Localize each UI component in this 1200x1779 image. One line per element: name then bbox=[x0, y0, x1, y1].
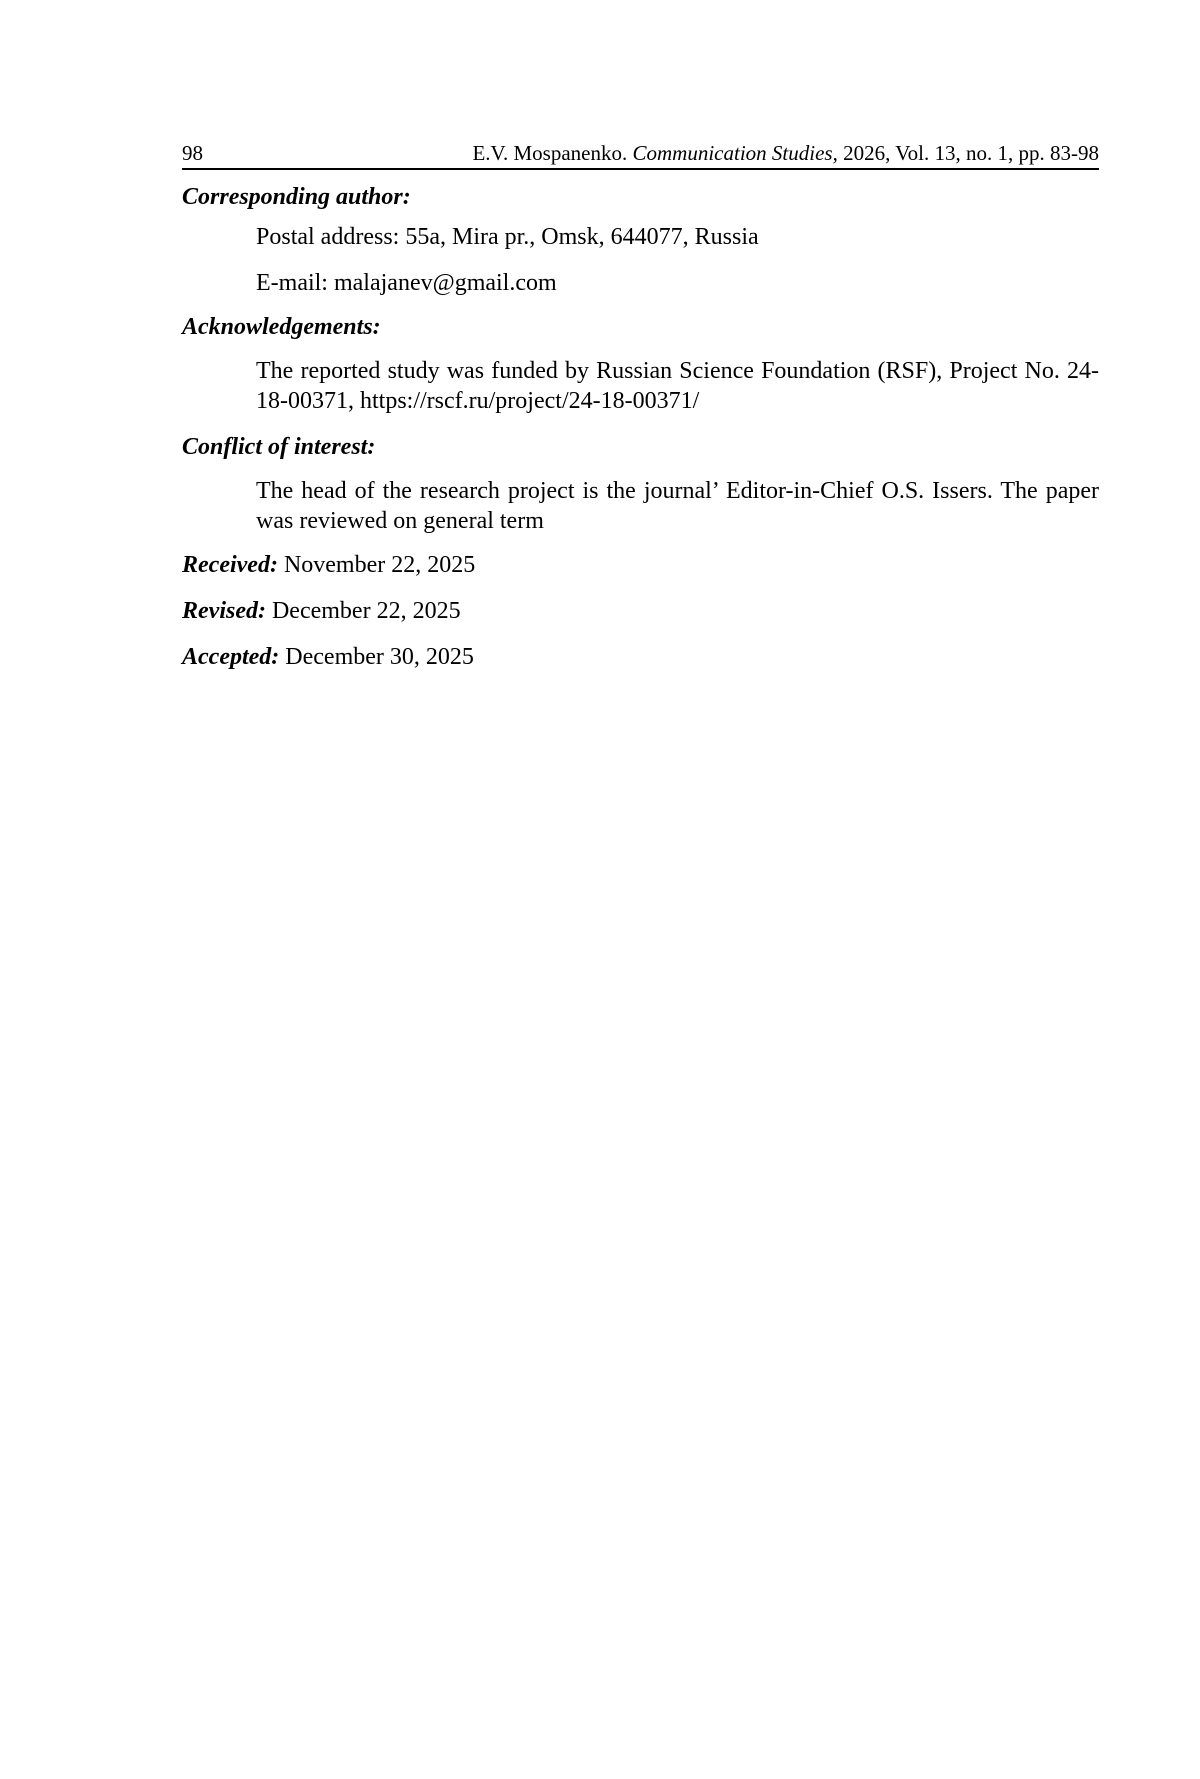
journal-name: Communication Studies bbox=[632, 141, 833, 165]
postal-address: Postal address: 55a, Mira pr., Omsk, 644077, Russia bbox=[256, 224, 759, 250]
revised-date bbox=[182, 596, 1099, 626]
received-label: Received: bbox=[182, 552, 278, 578]
citation-author: E.V. Mospanenko. bbox=[472, 141, 633, 165]
received-value: November 22, 2025 bbox=[277, 552, 476, 578]
page-number: 98 bbox=[182, 141, 203, 165]
accepted-label: Accepted: bbox=[182, 644, 280, 670]
citation-line bbox=[472, 140, 1099, 166]
revised-label: Revised: bbox=[182, 598, 266, 624]
email-address: E-mail: malajanev@gmail.com bbox=[256, 270, 557, 296]
revised-value: December 22, 2025 bbox=[265, 598, 461, 624]
conflict-of-interest-heading: Conflict of interest: bbox=[182, 434, 376, 460]
accepted-date bbox=[182, 642, 1099, 672]
citation-issue: , 2026, Vol. 13, no. 1, pp. 83-98 bbox=[832, 141, 1099, 165]
accepted-value: December 30, 2025 bbox=[279, 644, 474, 670]
acknowledgements-heading: Acknowledgements: bbox=[182, 314, 381, 340]
page bbox=[182, 140, 1099, 672]
corresponding-author-heading: Corresponding author: bbox=[182, 184, 411, 210]
received-date bbox=[182, 550, 1099, 580]
running-header bbox=[182, 140, 1099, 170]
conflict-of-interest-text: The head of the research project is the journal’ Editor-in-Chief O.S. Issers. The paper was reviewed on general term bbox=[256, 478, 1099, 534]
acknowledgements-text: The reported study was funded by Russian Science Foundation (RSF), Project No. 24-18-00371, https://rscf.ru/project/24-18-00371/ bbox=[256, 358, 1099, 414]
